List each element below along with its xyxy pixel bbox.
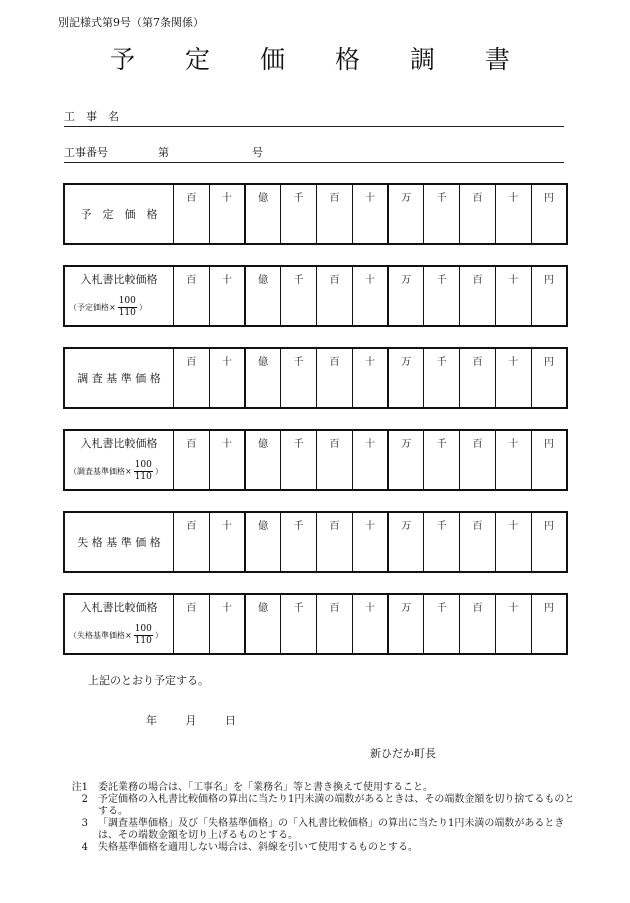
digit-cell[interactable]: [460, 430, 496, 490]
digit-header: 十: [221, 193, 232, 204]
digit-header: 千: [293, 521, 304, 532]
digit-header: 十: [508, 521, 519, 532]
digit-header: 十: [364, 521, 375, 532]
digit-cell[interactable]: [281, 430, 317, 490]
notes: [62, 782, 582, 854]
digit-cell[interactable]: [460, 184, 496, 244]
digit-header: 千: [436, 357, 447, 368]
fraction-numerator: 100: [134, 624, 152, 634]
price-label: 入札書比較価格: [80, 273, 158, 286]
price-basis: [69, 460, 163, 483]
basis-close: ）: [154, 467, 163, 476]
note-text: 予定価格の入札書比較価格の算出に当たり1円未満の端数があるときは、その端数金額を切り捨てるものとする。: [98, 794, 575, 817]
price-table: [63, 183, 568, 245]
digit-header: 億: [258, 275, 269, 286]
digit-cell[interactable]: [317, 512, 353, 572]
digit-cell[interactable]: [174, 512, 210, 572]
digit-cell[interactable]: [388, 512, 424, 572]
basis-text: （予定価格×: [69, 303, 116, 312]
digit-cell[interactable]: [174, 430, 210, 490]
digit-header: 万: [401, 439, 412, 450]
digit-cell[interactable]: [388, 348, 424, 408]
digit-header: 十: [221, 439, 232, 450]
digit-header: 十: [221, 357, 232, 368]
price-label-cell: [64, 266, 174, 326]
digit-cell[interactable]: [281, 594, 317, 654]
digit-header: 百: [329, 193, 340, 204]
digit-cell[interactable]: [460, 266, 496, 326]
digit-cell[interactable]: [460, 348, 496, 408]
note-item: [62, 782, 582, 794]
title-char: 書: [484, 45, 510, 74]
digit-header: 十: [508, 193, 519, 204]
digit-cell[interactable]: [388, 594, 424, 654]
digit-header: 十: [221, 521, 232, 532]
digit-cell[interactable]: [174, 266, 210, 326]
price-label-cell: [64, 430, 174, 490]
title-char: 予: [110, 45, 136, 74]
work-number-field[interactable]: [64, 144, 564, 163]
digit-header: 百: [186, 439, 197, 450]
digit-header: 十: [508, 603, 519, 614]
digit-cell[interactable]: [245, 184, 281, 244]
digit-header: 円: [543, 521, 554, 532]
digit-header: 千: [436, 275, 447, 286]
digit-header: 万: [401, 275, 412, 286]
work-name-label: 工 事 名: [64, 110, 119, 123]
digit-cell[interactable]: [352, 266, 388, 326]
price-basis: [69, 296, 147, 319]
note-item: [62, 818, 582, 842]
digit-header: 百: [186, 603, 197, 614]
note-item: [62, 794, 582, 818]
digit-header: 円: [543, 439, 554, 450]
title-char: 価: [259, 45, 285, 74]
digit-cell[interactable]: [531, 348, 567, 408]
digit-cell[interactable]: [281, 184, 317, 244]
digit-cell[interactable]: [495, 430, 531, 490]
digit-cell[interactable]: [495, 266, 531, 326]
digit-cell[interactable]: [424, 430, 460, 490]
digit-header: 十: [364, 275, 375, 286]
note-number: 3: [81, 818, 88, 829]
digit-cell[interactable]: [531, 512, 567, 572]
fraction-numerator: 100: [134, 460, 152, 470]
digit-cell[interactable]: [317, 348, 353, 408]
digit-header: 円: [543, 357, 554, 368]
price-label-cell: [64, 184, 174, 244]
digit-header: 十: [364, 603, 375, 614]
digit-cell[interactable]: [531, 266, 567, 326]
digit-cell[interactable]: [209, 430, 245, 490]
date-day: 日: [225, 714, 236, 727]
price-label-cell: [64, 348, 174, 408]
digit-header: 百: [186, 193, 197, 204]
digit-header: 千: [436, 439, 447, 450]
date-month: 月: [185, 714, 197, 727]
title-char: 調: [409, 45, 435, 74]
digit-cell[interactable]: [281, 512, 317, 572]
price-label-cell: [64, 512, 174, 572]
fraction: [118, 296, 137, 319]
digit-header: 百: [472, 275, 483, 286]
digit-header: 百: [329, 521, 340, 532]
digit-cell[interactable]: [317, 430, 353, 490]
digit-header: 百: [329, 357, 340, 368]
note-item: [62, 842, 582, 854]
price-label: 入札書比較価格: [80, 437, 158, 450]
price-label: 失 格 基 準 価 格: [77, 536, 161, 549]
digit-header: 万: [401, 193, 412, 204]
digit-header: 億: [258, 193, 269, 204]
digit-cell[interactable]: [209, 512, 245, 572]
price-table: [63, 593, 568, 655]
basis-close: ）: [138, 303, 147, 312]
digit-cell[interactable]: [495, 184, 531, 244]
note-text: 委託業務の場合は、「工事名」を「業務名」等と書き換えて使用すること。: [98, 782, 433, 793]
digit-cell[interactable]: [352, 594, 388, 654]
fraction-denominator: 110: [134, 636, 152, 646]
digit-cell[interactable]: [209, 266, 245, 326]
digit-header: 億: [258, 439, 269, 450]
digit-header: 円: [543, 603, 554, 614]
digit-header: 十: [508, 275, 519, 286]
basis-text: （失格基準価格×: [69, 631, 132, 640]
work-number-dai: 第: [158, 146, 169, 159]
digit-header: 十: [364, 193, 375, 204]
digit-cell[interactable]: [317, 184, 353, 244]
signature: 新ひだか町長: [370, 747, 436, 760]
digit-header: 千: [293, 439, 304, 450]
digit-cell[interactable]: [281, 348, 317, 408]
digit-cell[interactable]: [495, 594, 531, 654]
digit-cell[interactable]: [495, 512, 531, 572]
digit-header: 十: [221, 275, 232, 286]
price-table: [63, 347, 568, 409]
date-year: 年: [146, 714, 157, 727]
digit-cell[interactable]: [174, 184, 210, 244]
work-name-field[interactable]: [64, 108, 564, 127]
digit-header: 万: [401, 357, 412, 368]
digit-cell[interactable]: [352, 184, 388, 244]
digit-header: 百: [186, 357, 197, 368]
digit-cell[interactable]: [317, 594, 353, 654]
form-number: 別記様式第9号（第7条関係）: [58, 16, 204, 29]
price-label-cell: [64, 594, 174, 654]
fraction: [134, 460, 153, 483]
digit-cell[interactable]: [424, 512, 460, 572]
digit-header: 百: [472, 521, 483, 532]
fraction: [134, 624, 153, 647]
digit-cell[interactable]: [495, 348, 531, 408]
digit-header: 百: [329, 275, 340, 286]
digit-cell[interactable]: [209, 348, 245, 408]
digit-header: 百: [472, 357, 483, 368]
basis-text: （調査基準価格×: [69, 467, 132, 476]
digit-header: 百: [472, 603, 483, 614]
statement: 上記のとおり予定する。: [88, 674, 209, 687]
digit-cell[interactable]: [388, 266, 424, 326]
title-char: 定: [184, 45, 210, 74]
digit-cell[interactable]: [245, 594, 281, 654]
price-basis: [69, 624, 163, 647]
note-text: 「調査基準価格」及び「失格基準価格」の「入札書比較価格」の算出に当たり1円未満の端数があるときは、その端数金額を切り上げるものとする。: [98, 818, 565, 841]
digit-header: 千: [293, 357, 304, 368]
digit-cell[interactable]: [209, 184, 245, 244]
digit-cell[interactable]: [352, 348, 388, 408]
title-char: 格: [334, 45, 360, 74]
digit-header: 百: [329, 439, 340, 450]
digit-cell[interactable]: [424, 594, 460, 654]
price-table: [63, 265, 568, 327]
digit-cell[interactable]: [424, 184, 460, 244]
fraction-denominator: 110: [134, 472, 152, 482]
digit-cell[interactable]: [460, 512, 496, 572]
digit-cell[interactable]: [388, 430, 424, 490]
digit-header: 千: [436, 521, 447, 532]
digit-cell[interactable]: [531, 430, 567, 490]
digit-cell[interactable]: [460, 594, 496, 654]
digit-header: 百: [472, 439, 483, 450]
digit-cell[interactable]: [424, 266, 460, 326]
digit-header: 千: [436, 603, 447, 614]
digit-header: 十: [508, 357, 519, 368]
digit-header: 百: [472, 193, 483, 204]
digit-header: 千: [436, 193, 447, 204]
digit-cell[interactable]: [245, 512, 281, 572]
digit-cell[interactable]: [245, 430, 281, 490]
basis-close: ）: [154, 631, 163, 640]
digit-header: 万: [401, 521, 412, 532]
digit-cell[interactable]: [352, 430, 388, 490]
digit-cell[interactable]: [317, 266, 353, 326]
digit-header: 億: [258, 357, 269, 368]
price-label: 調 査 基 準 価 格: [77, 372, 161, 385]
digit-cell[interactable]: [174, 594, 210, 654]
digit-header: 千: [293, 603, 304, 614]
digit-header: 万: [401, 603, 412, 614]
digit-header: 十: [508, 439, 519, 450]
digit-cell[interactable]: [209, 594, 245, 654]
digit-cell[interactable]: [388, 184, 424, 244]
work-number-go: 号: [252, 146, 263, 159]
digit-cell[interactable]: [174, 348, 210, 408]
note-text: 失格基準価格を適用しない場合は、斜線を引いて使用するものとする。: [98, 842, 418, 853]
fraction-numerator: 100: [118, 296, 136, 306]
date-line[interactable]: [146, 712, 236, 728]
digit-cell[interactable]: [245, 348, 281, 408]
digit-header: 円: [543, 275, 554, 286]
price-table: [63, 511, 568, 573]
digit-header: 百: [186, 275, 197, 286]
digit-cell[interactable]: [281, 266, 317, 326]
digit-cell[interactable]: [424, 348, 460, 408]
digit-header: 十: [364, 439, 375, 450]
digit-header: 十: [364, 357, 375, 368]
digit-header: 百: [329, 603, 340, 614]
digit-cell[interactable]: [531, 594, 567, 654]
price-label: 予 定 価 格: [80, 208, 158, 221]
price-label: 入札書比較価格: [80, 601, 158, 614]
note-number: 注1: [71, 782, 88, 793]
work-number-label: 工事番号: [64, 146, 108, 159]
digit-header: 千: [293, 275, 304, 286]
digit-cell[interactable]: [531, 184, 567, 244]
digit-cell[interactable]: [245, 266, 281, 326]
digit-header: 円: [543, 193, 554, 204]
price-table: [63, 429, 568, 491]
digit-header: 億: [258, 603, 269, 614]
digit-header: 千: [293, 193, 304, 204]
digit-header: 十: [221, 603, 232, 614]
digit-cell[interactable]: [352, 512, 388, 572]
note-number: 4: [81, 842, 88, 853]
fraction-denominator: 110: [118, 308, 136, 318]
digit-header: 億: [258, 521, 269, 532]
digit-header: 百: [186, 521, 197, 532]
document-title: [110, 40, 510, 76]
note-number: 2: [81, 794, 88, 805]
